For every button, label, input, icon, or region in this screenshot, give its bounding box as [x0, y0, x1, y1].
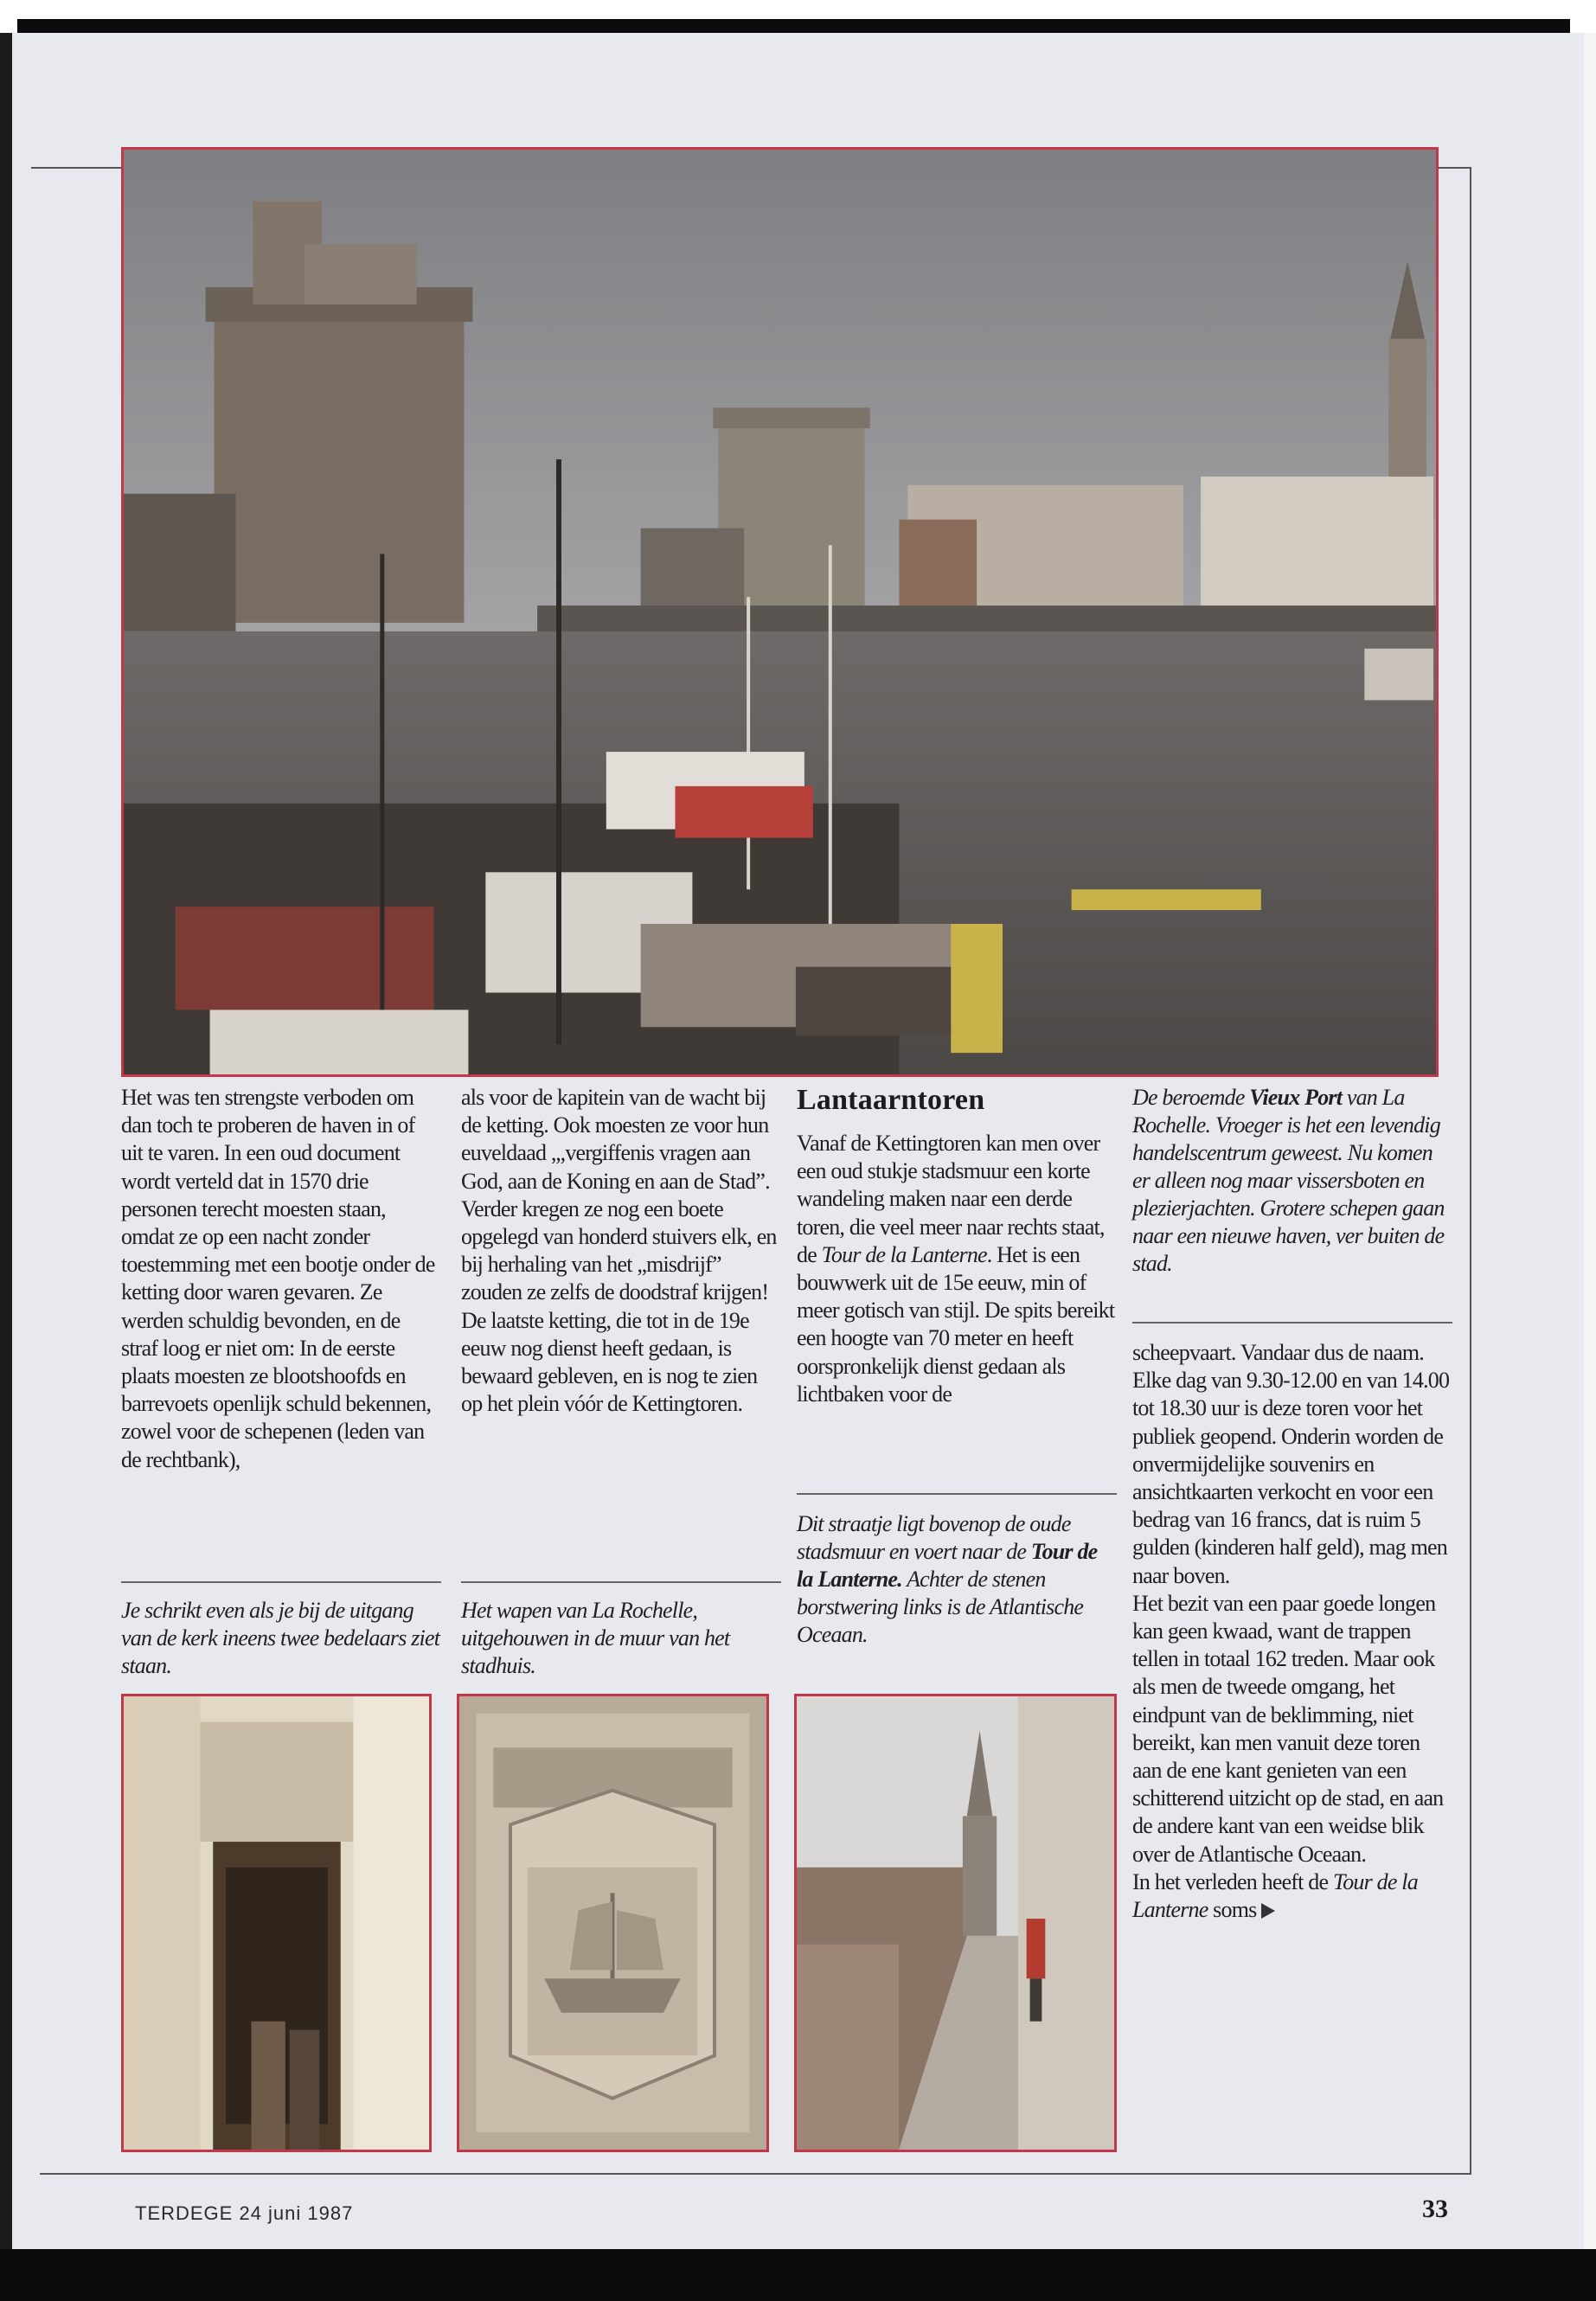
church-caption-text: Je schrikt even als je bij de uitgang van de kerk ineens twee bedelaars ziet staan. — [121, 1598, 440, 1678]
article-column-2 — [461, 1084, 781, 1418]
publication-footer: TERDEGE 24 juni 1987 — [135, 2202, 354, 2224]
coat-of-arms-caption — [461, 1597, 781, 1680]
column-1-rule — [121, 1581, 441, 1583]
column-4-p4-pre: In het verleden heeft de — [1132, 1868, 1333, 1894]
column-4-paragraph-4 — [1132, 1868, 1452, 1924]
column-2-rule — [461, 1581, 781, 1583]
scan-left-edge — [0, 33, 12, 2265]
column-3-text-pre: Vanaf de Kettingtoren kan men over een oud stukje stadsmuur een korte wandeling maken naar een derde toren, die veel meer naar rechts staat, de — [797, 1131, 1105, 1267]
scan-bottom-edge — [0, 2249, 1596, 2301]
magazine-page — [14, 35, 1578, 2247]
harbor-caption-bold: Vieux Port — [1249, 1085, 1343, 1110]
coat-of-arms-photo — [457, 1694, 769, 2152]
column-4-p4-italic: Tour de la Lanterne — [1132, 1868, 1418, 1923]
column-3-text-post: . Het is een bouwwerk uit de 15e eeuw, min of meer gotisch van stijl. De spits bereikt een hoogte van 70 meter en heeft oorspronkelijk dienst gedaan als lichtbaken voor de — [797, 1241, 1115, 1407]
column-4-p4-post: soms — [1208, 1897, 1257, 1923]
coat-caption-text: Het wapen van La Rochelle, uitgehouwen in de muur van het stadhuis. — [461, 1598, 730, 1678]
column-3-text — [797, 1130, 1117, 1408]
column-4-paragraph-3: Het bezit van een paar goede longen kan geen kwaad, want de trappen tellen in totaal 162 treden. Maar ook als men de tweede omgang, het eindpunt van de beklimming, niet bereikt, kan men vanuit deze toren aan de ene kant genieten van een schitterend uitzicht op de stad, en aan de andere kant van een weidse blik over de Atlantische Oceaan. — [1132, 1590, 1444, 1867]
column-4-paragraph-1: scheepvaart. Vandaar dus de naam. — [1132, 1340, 1424, 1365]
bottom-rule — [40, 2173, 1471, 2175]
city-wall-street-photo — [794, 1694, 1117, 2152]
article-column-3 — [797, 1130, 1117, 1408]
harbor-caption-pre: De beroemde — [1132, 1085, 1250, 1110]
scan-right-edge — [1584, 33, 1596, 2265]
street-caption — [797, 1510, 1117, 1649]
church-entrance-photo — [121, 1694, 432, 2152]
street-caption-post: Achter de stenen borstwering links is de Atlantische Oceaan. — [797, 1567, 1084, 1647]
continue-arrow-icon — [1261, 1903, 1275, 1919]
column-3-rule — [797, 1493, 1117, 1495]
scan-top-edge — [17, 19, 1570, 33]
column-2-paragraph-2: De laatste ketting, die tot in de 19e eeuw nog dienst heeft gedaan, is bewaard gebleven, en is nog te zien op het plein vóór de Kettingtoren. — [461, 1307, 758, 1417]
harbor-caption-post: van La Rochelle. Vroeger is het een levendig handelscentrum geweest. Nu komen er alleen nog maar vissersboten en plezierjachten. Grotere schepen gaan naar een nieuwe haven, ver buiten de stad. — [1132, 1085, 1445, 1276]
harbor-photo — [121, 147, 1439, 1077]
right-rule — [1470, 167, 1471, 2174]
page-number: 33 — [1422, 2195, 1448, 2223]
street-caption-bold: Tour de la Lanterne. — [797, 1539, 1098, 1592]
column-1-text: Het was ten strengste verboden om dan toch te proberen de haven in of uit te varen. In een oud document wordt verteld dat in 1570 drie personen terecht moesten staan, omdat ze op een nacht zonder toestemming met een bootje onder de ketting door waren gevaren. Ze werden schuldig bevonden, en de straf loog er niet om: In de eerste plaats moesten ze blootshoofds en barrevoets openlijk schuld bekennen, zowel voor de schepenen (leden van de rechtbank), — [121, 1085, 435, 1472]
harbor-caption — [1132, 1084, 1452, 1278]
column-2-paragraph-1: als voor de kapitein van de wacht bij de ketting. Ook moesten ze voor hun euveldaad „,vergiffenis vragen aan God, aan de Koning en aan de Stad”. Verder kregen ze nog een boete opgelegd van honderd stuivers elk, en bij herhaling van het „misdrijf” zouden ze zelfs de doodstraf krijgen! — [461, 1085, 777, 1305]
article-column-4 — [1132, 1339, 1452, 1924]
article-column-1 — [121, 1084, 441, 1474]
column-3-text-italic: Tour de la Lanterne — [821, 1241, 987, 1267]
street-caption-pre: Dit straatje ligt bovenop de oude stadsmuur en voert naar de — [797, 1511, 1071, 1564]
section-heading: Lantaarntoren — [797, 1084, 985, 1116]
column-4-rule — [1132, 1322, 1452, 1324]
church-caption — [121, 1597, 441, 1680]
column-4-paragraph-2: Elke dag van 9.30-12.00 en van 14.00 tot 18.30 uur is deze toren voor het publiek geopend. Onderin worden de onvermijdelijke souvenirs en ansichtkaarten verkocht en voor een bedrag van 16 francs, dat is ruim 5 gulden (kinderen half geld), mag men naar boven. — [1132, 1368, 1450, 1588]
